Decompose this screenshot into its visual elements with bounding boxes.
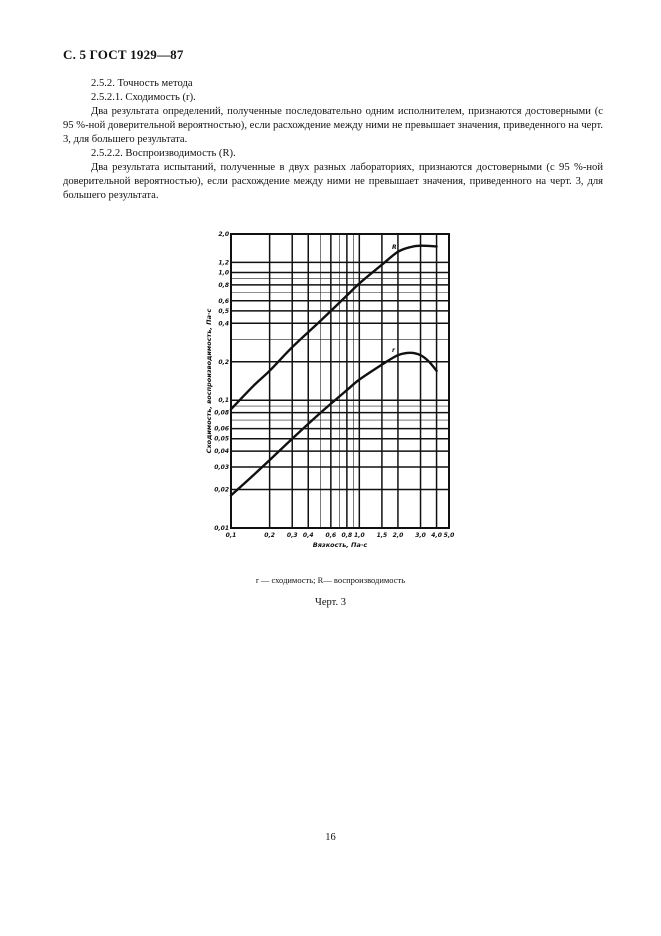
paragraph-repeatability-heading: 2.5.2.1. Сходимость (r). [91, 92, 196, 103]
y-tick-label: 0,1 [218, 397, 229, 405]
x-tick-label: 0,1 [225, 532, 237, 539]
chart-grid [231, 234, 449, 528]
paragraph-reproducibility-text: Два результата испытаний, полученные в двух разных лабораториях, признаются достоверными (с 95 %-ной доверительной вероятностью), если расхождение между ними не превышает значения, приведенного на черт. 3, для большего результата. [63, 162, 603, 201]
x-tick-label: 5,0 [443, 532, 455, 539]
x-tick-label: 0,3 [286, 532, 298, 539]
y-tick-label: 0,05 [214, 435, 229, 443]
y-tick-label: 0,04 [214, 448, 229, 456]
x-tick-label: 1,5 [376, 532, 388, 539]
section-text [63, 77, 603, 203]
paragraph-precision-heading: 2.5.2. Точность метода [91, 78, 193, 89]
x-tick-label: 0,8 [341, 532, 353, 539]
x-tick-label: 1,0 [353, 532, 365, 539]
chart-svg [195, 220, 475, 560]
y-tick-label: 0,2 [218, 358, 229, 366]
y-tick-label: 0,03 [214, 464, 229, 472]
page-number: 16 [325, 832, 336, 843]
y-tick-label: 0,02 [214, 486, 229, 494]
y-axis-title: Сходимость, воспроизводимость, Па·с [205, 308, 213, 454]
x-tick-label: 3,0 [415, 532, 426, 539]
series-line-r [231, 353, 437, 496]
y-tick-label: 0,06 [214, 425, 229, 433]
series-label-R: R [391, 243, 397, 251]
figure-caption: r — сходимость; R— воспроизводимость [255, 575, 406, 585]
y-tick-label: 2,0 [218, 231, 229, 238]
y-tick-label: 1,0 [218, 269, 229, 277]
y-tick-label: 1,2 [218, 259, 229, 267]
x-tick-label: 0,6 [325, 532, 337, 539]
series-label-r: r [391, 347, 395, 355]
page-header: С. 5 ГОСТ 1929—87 [63, 47, 184, 62]
series-line-R [231, 243, 437, 410]
figure-label: Черт. 3 [315, 597, 346, 608]
chart-series [231, 244, 437, 496]
y-tick-label: 0,08 [214, 409, 229, 417]
y-tick-label: 0,6 [218, 297, 229, 305]
paragraph-repeatability-text: Два результата определений, полученные последовательно одним исполнителем, признаются достоверными (с 95 %-ной доверительной вероятностью), если расхождение между ними не превышает значения, приведенного на черт. 3, для большего результата. [63, 106, 603, 145]
precision-chart [195, 220, 475, 560]
y-tick-label: 0,8 [218, 281, 229, 289]
paragraph-reproducibility-heading: 2.5.2.2. Воспроизводимость (R). [91, 148, 236, 159]
x-axis-title: Вязкость, Па·с [312, 541, 368, 549]
chart-tick-labels [214, 231, 454, 539]
y-tick-label: 0,5 [218, 307, 229, 315]
y-tick-label: 0,4 [218, 320, 229, 328]
x-tick-label: 2,0 [392, 532, 404, 539]
y-tick-label: 0,01 [214, 525, 229, 532]
x-tick-label: 0,2 [264, 532, 275, 539]
x-tick-label: 4,0 [431, 532, 442, 539]
x-tick-label: 0,4 [302, 532, 314, 539]
